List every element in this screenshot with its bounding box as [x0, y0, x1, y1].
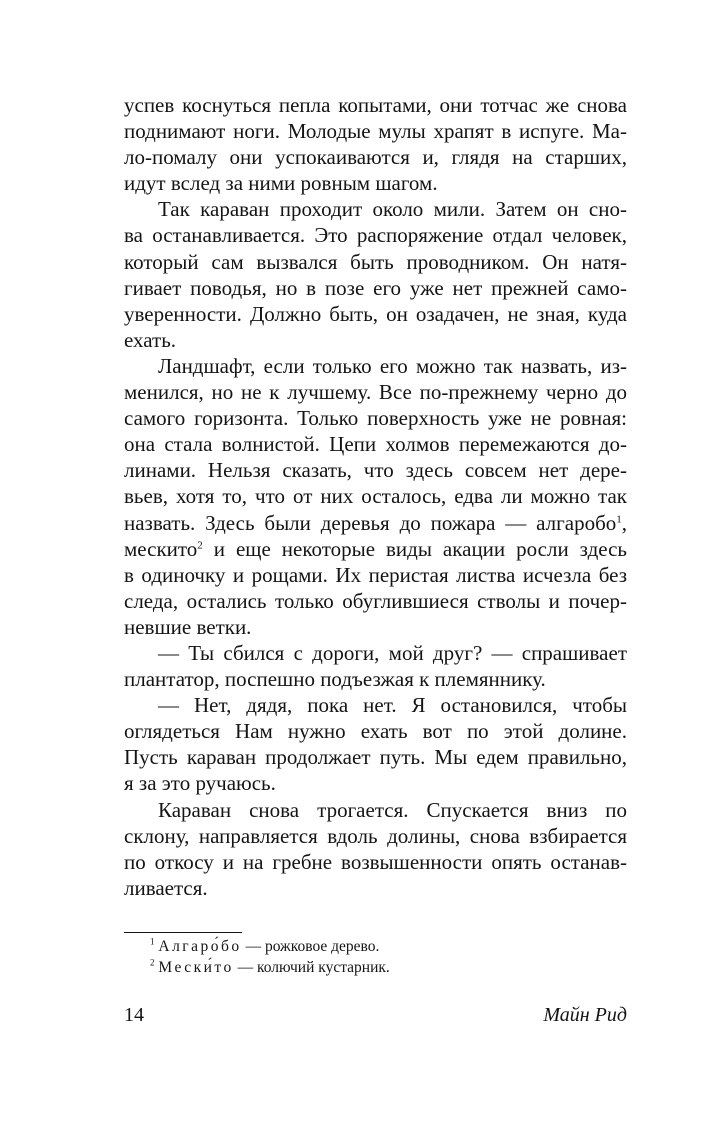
page-number: 14: [124, 1004, 144, 1026]
footnotes: [150, 936, 620, 978]
footnote-item: [150, 957, 620, 978]
footnote-divider: [124, 932, 242, 933]
footnote-mark: 2: [197, 538, 203, 551]
text-line: я за это ручаюсь.: [124, 771, 276, 796]
text-line: менился, но не к лучшему. Все по-прежнему черно до: [124, 380, 627, 405]
text-line: Ландшафт, если только его можно так назвать, из-: [158, 353, 627, 378]
footnote-text: — рожковое дерево.: [241, 938, 380, 955]
text-line: следа, остались только обуглившиеся стволы и почер-: [124, 588, 627, 613]
text-segment: мескито: [124, 536, 198, 561]
footnote-number: 2: [150, 957, 155, 968]
text-line: ехать.: [124, 327, 177, 352]
running-footer-author: Майн Рид: [543, 1004, 627, 1026]
footnote-mark: 1: [616, 512, 622, 525]
text-line: — Нет, дядя, пока нет. Я остановился, чтобы: [158, 693, 627, 718]
text-line: Пусть караван продолжает путь. Мы едем правильно,: [124, 745, 627, 770]
text-line-with-note: [124, 536, 627, 562]
footnote-term: Мески́то: [158, 959, 234, 976]
text-line: который сам вызвался быть проводником. Он натя-: [124, 249, 627, 274]
text-line: ло-помалу они успокаиваются и, глядя на старших,: [124, 145, 627, 170]
text-line: склону, направляется вдоль долины, снова взбирается: [124, 823, 627, 848]
text-segment: назвать. Здесь были деревья до пожара — алгаробо: [124, 510, 617, 535]
text-line: Так караван проходит около мили. Затем он сно-: [158, 197, 627, 222]
footnote-term: Алгаро́бо: [158, 938, 242, 955]
footnote-number: 1: [150, 936, 155, 947]
text-line: ливается.: [124, 875, 208, 900]
text-line: Караван снова трогается. Спускается вниз по: [158, 797, 627, 822]
text-line: она стала волнистой. Цепи холмов перемежаются до-: [124, 432, 627, 457]
text-line: идут вслед за ними ровным шагом.: [124, 171, 438, 196]
text-line: успев коснуться пепла копытами, они тотчас же снова: [124, 93, 627, 117]
text-line: в одиночку и рощами. Их перистая листва исчезла без: [124, 562, 627, 587]
text-line: гивает поводья, но в позе его уже нет прежней само-: [124, 275, 627, 300]
text-line: по откосу и на гребне возвышенности опять останав-: [124, 849, 627, 874]
footnote-item: [150, 936, 620, 957]
text-line-with-note: назвать. Здесь были деревья до пожара — алгаробо$^1$,: [124, 510, 627, 535]
text-line: вьев, хотя то, что от них осталось, едва ли можно так: [124, 484, 627, 509]
text-line: уверенности. Должно быть, он озадачен, не зная, куда: [124, 301, 627, 326]
text-line: невшие ветки.: [124, 614, 252, 639]
text-line: поднимают ноги. Молодые мулы храпят в испуге. Ма-: [124, 119, 627, 144]
text-line: — Ты сбился с дороги, мой друг? — спрашивает: [158, 640, 627, 665]
text-segment: и еще некоторые виды акации росли здесь: [213, 536, 627, 561]
text-line: ва останавливается. Это распоряжение отдал человек,: [124, 223, 627, 248]
text-line: плантатор, поспешно подъезжая к племяннику.: [124, 667, 546, 692]
text-line: оглядеться Нам нужно ехать вот по этой долине.: [124, 719, 627, 744]
footnote-text: — колючий кустарник.: [233, 959, 390, 976]
body-text: [124, 92, 627, 901]
text-line: линами. Нельзя сказать, что здесь совсем нет дере-: [124, 458, 627, 483]
text-line: самого горизонта. Только поверхность уже не ровная:: [124, 406, 627, 431]
